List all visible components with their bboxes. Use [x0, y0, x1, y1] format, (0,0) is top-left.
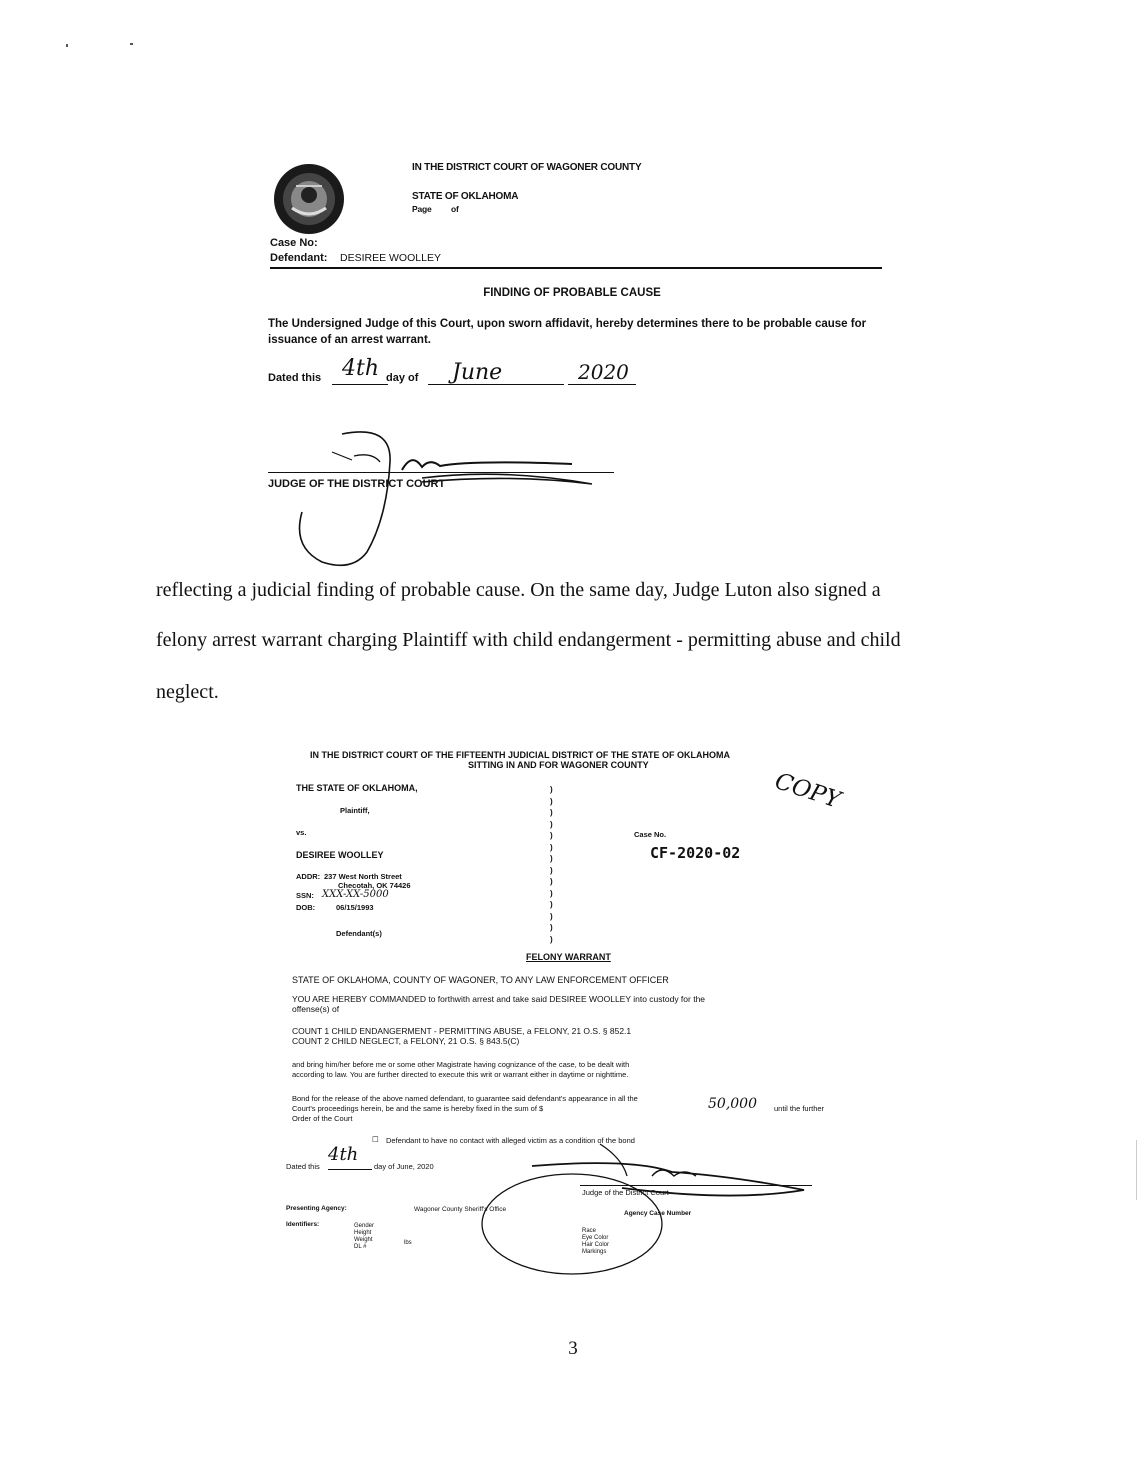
- copy-stamp: COPY: [771, 768, 844, 814]
- handwritten-day: 4th: [342, 356, 380, 381]
- bond-line-2: Court's proceedings herein, be and the same is hereby fixed in the sum of $: [292, 1104, 544, 1113]
- of-label: of: [451, 204, 459, 214]
- presenting-agency-label: Presenting Agency:: [286, 1205, 347, 1212]
- defendant-label: Defendant:: [270, 252, 328, 264]
- eye-color-label: Eye Color: [582, 1235, 609, 1241]
- page-label: Page: [412, 204, 432, 214]
- identifiers-label: Identifiers:: [286, 1221, 320, 1228]
- bring-line-1: and bring him/her before me or some other Magistrate having cognizance of the case, to be dealt with: [292, 1060, 630, 1069]
- dob-value: 06/15/1993: [336, 903, 374, 912]
- vs-label: vs.: [296, 828, 307, 837]
- agency-case-number-label: Agency Case Number: [624, 1210, 692, 1217]
- day-of-label: day of: [386, 372, 419, 384]
- warrant-title: FELONY WARRANT: [526, 952, 611, 962]
- scan-speck: [66, 44, 68, 47]
- command-line-2: offense(s) of: [292, 1004, 340, 1014]
- scan-speck: [130, 43, 133, 45]
- court-seal-icon: [272, 162, 346, 236]
- warrant-defendant-name: DESIREE WOOLLEY: [296, 850, 384, 860]
- finding-title: FINDING OF PROBABLE CAUSE: [483, 287, 661, 299]
- handwritten-month: June: [452, 360, 503, 385]
- hair-color-label: Hair Color: [582, 1242, 610, 1248]
- warrant-court-line-2: SITTING IN AND FOR WAGONER COUNTY: [468, 760, 649, 770]
- bond-line-1: Bond for the release of the above named defendant, to guarantee said defendant's appearance in all the: [292, 1094, 638, 1103]
- felony-warrant-image: [282, 744, 882, 1274]
- page-number: 3: [568, 1338, 578, 1359]
- presenting-agency-value: Wagoner County Sheriff's Office: [414, 1206, 507, 1213]
- command-line-1: YOU ARE HEREBY COMMANDED to forthwith arrest and take said DESIREE WOOLLEY into custody for the: [292, 994, 706, 1004]
- no-contact-condition: Defendant to have no contact with alleged victim as a condition of the bond: [386, 1136, 635, 1145]
- warrant-judge-label: Judge of the District Court: [582, 1188, 669, 1197]
- dated-label: Dated this: [268, 372, 322, 384]
- warrant-court-line-1: IN THE DISTRICT COURT OF THE FIFTEENTH JUDICIAL DISTRICT OF THE STATE OF OKLAHOMA: [310, 750, 730, 760]
- judge-label: JUDGE OF THE DISTRICT COURT: [268, 478, 446, 490]
- header-rule: [270, 267, 882, 269]
- markings-label: Markings: [582, 1249, 607, 1255]
- bond-line-3: Order of the Court: [292, 1114, 353, 1123]
- body-text-line: reflecting a judicial finding of probable cause. On the same day, Judge Luton also signed a: [156, 579, 881, 601]
- gender-label: Gender: [354, 1223, 375, 1229]
- plaintiff-label: Plaintiff,: [340, 806, 370, 815]
- checkbox-icon: ☐: [372, 1135, 379, 1144]
- judge-signature-icon: [272, 422, 622, 572]
- state-name: STATE OF OKLAHOMA: [412, 191, 519, 202]
- warrant-day-blank: [328, 1169, 372, 1170]
- count-2: COUNT 2 CHILD NEGLECT, a FELONY, 21 O.S. § 843.5(C): [292, 1036, 520, 1046]
- weight-unit: lbs: [404, 1240, 412, 1246]
- count-1: COUNT 1 CHILD ENDANGERMENT - PERMITTING ABUSE, a FELONY, 21 O.S. § 852.1: [292, 1026, 632, 1036]
- ssn-label: SSN:: [296, 891, 314, 900]
- probable-cause-finding-image: [262, 150, 882, 580]
- year-blank: [568, 384, 636, 385]
- ssn-value: XXX-XX-5000: [322, 889, 389, 900]
- body-text-line: felony arrest warrant charging Plaintiff with child endangerment - permitting abuse and child: [156, 629, 901, 651]
- finding-statement: The Undersigned Judge of this Court, upon sworn affidavit, hereby determines there to be probable cause for issuance of an arrest warrant.: [268, 318, 867, 346]
- day-blank: [332, 384, 388, 385]
- addr-line-2: Checotah, OK 74426: [338, 881, 411, 890]
- case-no-label: Case No:: [270, 237, 318, 249]
- addr-line-1: 237 West North Street: [324, 872, 402, 881]
- handwritten-year: 2020: [578, 360, 629, 384]
- warrant-dated-rest: day of June, 2020: [374, 1162, 434, 1171]
- dl-label: DL #: [354, 1244, 367, 1250]
- body-text-line: neglect.: [156, 681, 219, 703]
- scan-edge-mark: [1136, 1140, 1137, 1200]
- weight-label: Weight: [354, 1237, 373, 1243]
- height-label: Height: [354, 1230, 372, 1236]
- bond-amount: 50,000: [708, 1096, 757, 1112]
- defendant-name: DESIREE WOOLLEY: [340, 252, 441, 264]
- warrant-dated-label: Dated this: [286, 1162, 320, 1171]
- dob-label: DOB:: [296, 903, 316, 912]
- warrant-address-line: STATE OF OKLAHOMA, COUNTY OF WAGONER, TO ANY LAW ENFORCEMENT OFFICER: [292, 975, 669, 985]
- caption-parentheses: ) ) ) ) ) ) ) ) ) ) ) ) ) ): [550, 785, 553, 944]
- defendants-label: Defendant(s): [336, 929, 382, 938]
- case-no-label: Case No.: [634, 830, 667, 839]
- bring-line-2: according to law. You are further directed to execute this writ or warrant either in daytime or nighttime.: [292, 1070, 629, 1079]
- plaintiff-name: THE STATE OF OKLAHOMA,: [296, 783, 418, 793]
- warrant-signature-icon: [452, 1136, 822, 1276]
- bond-line-2-end: until the further: [774, 1104, 825, 1113]
- warrant-handwritten-day: 4th: [328, 1144, 359, 1165]
- race-label: Race: [582, 1228, 597, 1234]
- court-name: IN THE DISTRICT COURT OF WAGONER COUNTY: [412, 162, 642, 173]
- case-number: CF-2020-02: [650, 844, 741, 862]
- addr-label: ADDR:: [296, 872, 321, 881]
